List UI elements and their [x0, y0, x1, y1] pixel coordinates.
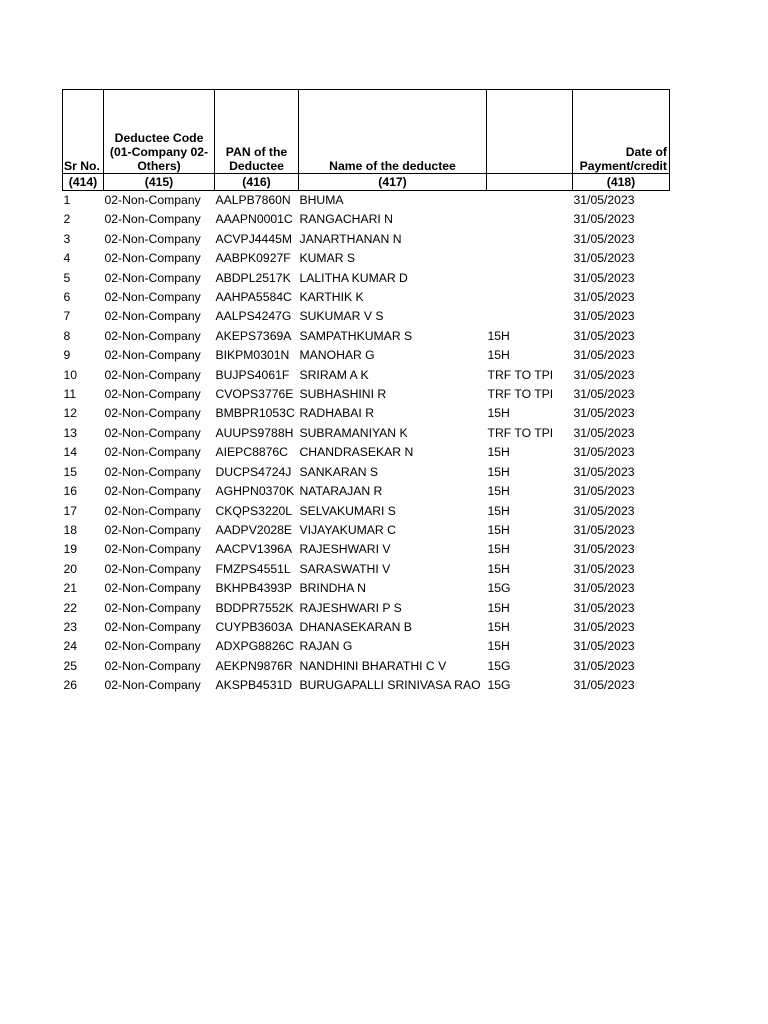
cell-remark: 15H	[487, 542, 510, 557]
code-date: (418)	[573, 174, 670, 191]
table-row	[63, 191, 670, 211]
cell-sr-no: 10	[63, 367, 78, 382]
cell-date: 31/05/2023	[573, 561, 635, 576]
table-header	[63, 90, 670, 191]
cell-deductee-code: 02-Non-Company	[104, 678, 201, 693]
cell-deductee-code: 02-Non-Company	[104, 251, 201, 266]
cell-name: BURUGAPALLI SRINIVASA RAO	[299, 678, 481, 693]
cell-deductee-code: 02-Non-Company	[104, 639, 201, 654]
cell-name: SAMPATHKUMAR S	[299, 328, 413, 343]
cell-pan: CUYPB3603A	[215, 619, 293, 634]
cell-pan: AAAPN0001C	[215, 212, 293, 227]
table-row	[63, 502, 670, 521]
cell-remark	[487, 210, 573, 229]
cell-deductee-code: 02-Non-Company	[104, 484, 201, 499]
cell-deductee-code: 02-Non-Company	[104, 328, 201, 343]
cell-sr-no: 4	[63, 251, 71, 266]
cell-pan: AALPS4247G	[215, 309, 292, 324]
code-deductee-code: (415)	[104, 174, 215, 191]
cell-name: RAJAN G	[299, 639, 353, 654]
code-sr-no: (414)	[63, 174, 104, 191]
cell-name: RADHABAI R	[299, 406, 374, 421]
header-remark	[487, 90, 573, 174]
cell-date: 31/05/2023	[573, 503, 635, 518]
table-row	[63, 540, 670, 559]
cell-deductee-code: 02-Non-Company	[104, 387, 201, 402]
cell-remark: 15H	[487, 484, 510, 499]
cell-remark: 15H	[487, 445, 510, 460]
cell-deductee-code: 02-Non-Company	[104, 464, 201, 479]
cell-remark: 15H	[487, 464, 510, 479]
header-name: Name of the deductee	[299, 90, 487, 174]
cell-date: 31/05/2023	[573, 193, 635, 207]
cell-sr-no: 12	[63, 406, 78, 421]
cell-remark: TRF TO TPI	[487, 367, 554, 382]
cell-remark: 15H	[487, 600, 510, 615]
cell-remark: 15H	[487, 503, 510, 518]
table-row	[63, 521, 670, 540]
cell-date: 31/05/2023	[573, 231, 635, 246]
cell-deductee-code: 02-Non-Company	[104, 503, 201, 518]
cell-sr-no: 9	[63, 348, 71, 363]
cell-name: CHANDRASEKAR N	[299, 445, 414, 460]
cell-deductee-code: 02-Non-Company	[104, 212, 201, 227]
table-row	[63, 676, 670, 695]
cell-date: 31/05/2023	[573, 309, 635, 324]
code-pan: (416)	[215, 174, 299, 191]
cell-name: SANKARAN S	[299, 464, 379, 479]
cell-deductee-code: 02-Non-Company	[104, 658, 201, 673]
cell-sr-no: 2	[63, 212, 71, 227]
cell-name: SRIRAM A K	[299, 367, 369, 382]
table-row	[63, 424, 670, 443]
table-row	[63, 249, 670, 268]
cell-sr-no: 3	[63, 231, 71, 246]
cell-date: 31/05/2023	[573, 639, 635, 654]
cell-name: NATARAJAN R	[299, 484, 383, 499]
cell-pan: FMZPS4551L	[215, 561, 291, 576]
cell-name: DHANASEKARAN B	[299, 619, 412, 634]
cell-sr-no: 11	[63, 387, 77, 402]
cell-sr-no: 26	[63, 678, 78, 693]
cell-sr-no: 24	[63, 639, 78, 654]
cell-deductee-code: 02-Non-Company	[104, 348, 201, 363]
cell-remark	[487, 288, 573, 307]
cell-date: 31/05/2023	[573, 387, 635, 402]
cell-deductee-code: 02-Non-Company	[104, 542, 201, 557]
table-row	[63, 618, 670, 637]
cell-pan: BUJPS4061F	[215, 367, 290, 382]
cell-remark: 15G	[487, 678, 511, 693]
cell-remark: 15G	[487, 658, 511, 673]
header-date: Date of Payment/credit	[573, 90, 670, 174]
table-row	[63, 288, 670, 307]
cell-date: 31/05/2023	[573, 484, 635, 499]
cell-date: 31/05/2023	[573, 328, 635, 343]
cell-remark: 15H	[487, 328, 510, 343]
table-row	[63, 366, 670, 385]
cell-date: 31/05/2023	[573, 658, 635, 673]
table-row	[63, 346, 670, 365]
cell-sr-no: 6	[63, 290, 71, 305]
cell-pan: BIKPM0301N	[215, 348, 290, 363]
cell-remark	[487, 307, 573, 326]
cell-sr-no: 19	[63, 542, 78, 557]
table-row	[63, 443, 670, 462]
cell-pan: BMBPR1053C	[215, 406, 295, 421]
cell-pan: AGHPN0370K	[215, 484, 295, 499]
cell-date: 31/05/2023	[573, 270, 635, 285]
header-deductee-code: Deductee Code (01-Company 02-Others)	[104, 90, 215, 174]
cell-pan: ACVPJ4445M	[215, 231, 293, 246]
cell-deductee-code: 02-Non-Company	[104, 406, 201, 421]
cell-sr-no: 7	[63, 309, 71, 324]
cell-remark: 15H	[487, 619, 510, 634]
cell-deductee-code: 02-Non-Company	[104, 581, 201, 596]
cell-name: RAJESHWARI V	[299, 542, 391, 557]
cell-sr-no: 20	[63, 561, 78, 576]
cell-remark	[487, 249, 573, 268]
cell-name: JANARTHANAN N	[299, 231, 402, 246]
cell-pan: AADPV2028E	[215, 522, 293, 537]
cell-date: 31/05/2023	[573, 464, 635, 479]
header-pan: PAN of the Deductee	[215, 90, 299, 174]
table-row	[63, 404, 670, 423]
table-row	[63, 307, 670, 326]
table-row	[63, 269, 670, 288]
cell-date: 31/05/2023	[573, 542, 635, 557]
cell-name: LALITHA KUMAR D	[299, 270, 408, 285]
cell-date: 31/05/2023	[573, 290, 635, 305]
cell-sr-no: 21	[63, 581, 78, 596]
cell-pan: DUCPS4724J	[215, 464, 292, 479]
header-sr-no: Sr No.	[63, 90, 104, 174]
cell-pan: ADXPG8826C	[215, 639, 295, 654]
cell-name: SUKUMAR V S	[299, 309, 384, 324]
table-row	[63, 657, 670, 676]
cell-name: KARTHIK K	[299, 290, 364, 305]
code-name: (417)	[299, 174, 487, 191]
table-row	[63, 482, 670, 501]
cell-remark: TRF TO TPI	[487, 387, 554, 402]
cell-name: BHUMA	[299, 193, 344, 207]
table-row	[63, 463, 670, 482]
cell-sr-no: 15	[63, 464, 78, 479]
cell-date: 31/05/2023	[573, 600, 635, 615]
cell-name: RANGACHARI N	[299, 212, 393, 227]
cell-date: 31/05/2023	[573, 406, 635, 421]
cell-sr-no: 17	[63, 503, 78, 518]
cell-pan: CKQPS3220L	[215, 503, 293, 518]
cell-sr-no: 8	[63, 328, 71, 343]
cell-pan: AACPV1396A	[215, 542, 293, 557]
cell-sr-no: 13	[63, 425, 78, 440]
cell-date: 31/05/2023	[573, 212, 635, 227]
cell-name: SELVAKUMARI S	[299, 503, 396, 518]
cell-remark	[487, 230, 573, 249]
cell-date: 31/05/2023	[573, 522, 635, 537]
cell-name: BRINDHA N	[299, 581, 366, 596]
cell-sr-no: 18	[63, 522, 78, 537]
table-body	[63, 191, 670, 696]
cell-date: 31/05/2023	[573, 251, 635, 266]
cell-remark	[487, 269, 573, 288]
cell-pan: AKEPS7369A	[215, 328, 292, 343]
cell-name: MANOHAR G	[299, 348, 375, 363]
cell-deductee-code: 02-Non-Company	[104, 309, 201, 324]
header-row	[63, 90, 670, 174]
cell-deductee-code: 02-Non-Company	[104, 193, 201, 207]
cell-date: 31/05/2023	[573, 678, 635, 693]
table-row	[63, 560, 670, 579]
cell-sr-no: 16	[63, 484, 78, 499]
cell-deductee-code: 02-Non-Company	[104, 425, 201, 440]
table-row	[63, 210, 670, 229]
table-row	[63, 579, 670, 598]
table-row	[63, 637, 670, 656]
cell-remark: 15H	[487, 406, 510, 421]
cell-name: SUBRAMANIYAN K	[299, 425, 408, 440]
cell-deductee-code: 02-Non-Company	[104, 600, 201, 615]
cell-pan: AEKPN9876R	[215, 658, 293, 673]
table-row	[63, 327, 670, 346]
cell-deductee-code: 02-Non-Company	[104, 561, 201, 576]
cell-sr-no: 5	[63, 270, 71, 285]
table-row	[63, 385, 670, 404]
cell-pan: AABPK0927F	[215, 251, 291, 266]
cell-pan: AKSPB4531D	[215, 678, 293, 693]
cell-pan: AUUPS9788H	[215, 425, 294, 440]
cell-sr-no: 23	[63, 619, 78, 634]
cell-name: RAJESHWARI P S	[299, 600, 402, 615]
cell-deductee-code: 02-Non-Company	[104, 445, 201, 460]
cell-pan: BDDPR7552K	[215, 600, 294, 615]
cell-sr-no: 22	[63, 600, 78, 615]
code-remark	[487, 174, 573, 191]
cell-remark: TRF TO TPI	[487, 425, 554, 440]
deductee-table	[62, 89, 670, 696]
table-row	[63, 230, 670, 249]
cell-sr-no: 1	[63, 193, 71, 207]
cell-deductee-code: 02-Non-Company	[104, 522, 201, 537]
cell-date: 31/05/2023	[573, 445, 635, 460]
cell-deductee-code: 02-Non-Company	[104, 270, 201, 285]
cell-date: 31/05/2023	[573, 581, 635, 596]
table-row	[63, 599, 670, 618]
cell-name: SUBHASHINI R	[299, 387, 387, 402]
cell-deductee-code: 02-Non-Company	[104, 619, 201, 634]
cell-deductee-code: 02-Non-Company	[104, 367, 201, 382]
column-code-row	[63, 174, 670, 191]
cell-deductee-code: 02-Non-Company	[104, 231, 201, 246]
cell-pan: AAHPA5584C	[215, 290, 292, 305]
cell-date: 31/05/2023	[573, 619, 635, 634]
cell-remark	[487, 191, 573, 211]
cell-pan: AIEPC8876C	[215, 445, 288, 460]
cell-date: 31/05/2023	[573, 425, 635, 440]
cell-name: NANDHINI BHARATHI C V	[299, 658, 447, 673]
cell-deductee-code: 02-Non-Company	[104, 290, 201, 305]
cell-pan: BKHPB4393P	[215, 581, 293, 596]
cell-sr-no: 14	[63, 445, 78, 460]
cell-sr-no: 25	[63, 658, 78, 673]
cell-pan: ABDPL2517K	[215, 270, 291, 285]
cell-remark: 15G	[487, 581, 511, 596]
cell-pan: AALPB7860N	[215, 193, 291, 207]
cell-remark: 15H	[487, 561, 510, 576]
cell-pan: CVOPS3776E	[215, 387, 294, 402]
cell-date: 31/05/2023	[573, 348, 635, 363]
cell-remark: 15H	[487, 348, 510, 363]
cell-remark: 15H	[487, 639, 510, 654]
cell-name: VIJAYAKUMAR C	[299, 522, 396, 537]
cell-name: KUMAR S	[299, 251, 356, 266]
cell-remark: 15H	[487, 522, 510, 537]
cell-name: SARASWATHI V	[299, 561, 391, 576]
cell-date: 31/05/2023	[573, 367, 635, 382]
